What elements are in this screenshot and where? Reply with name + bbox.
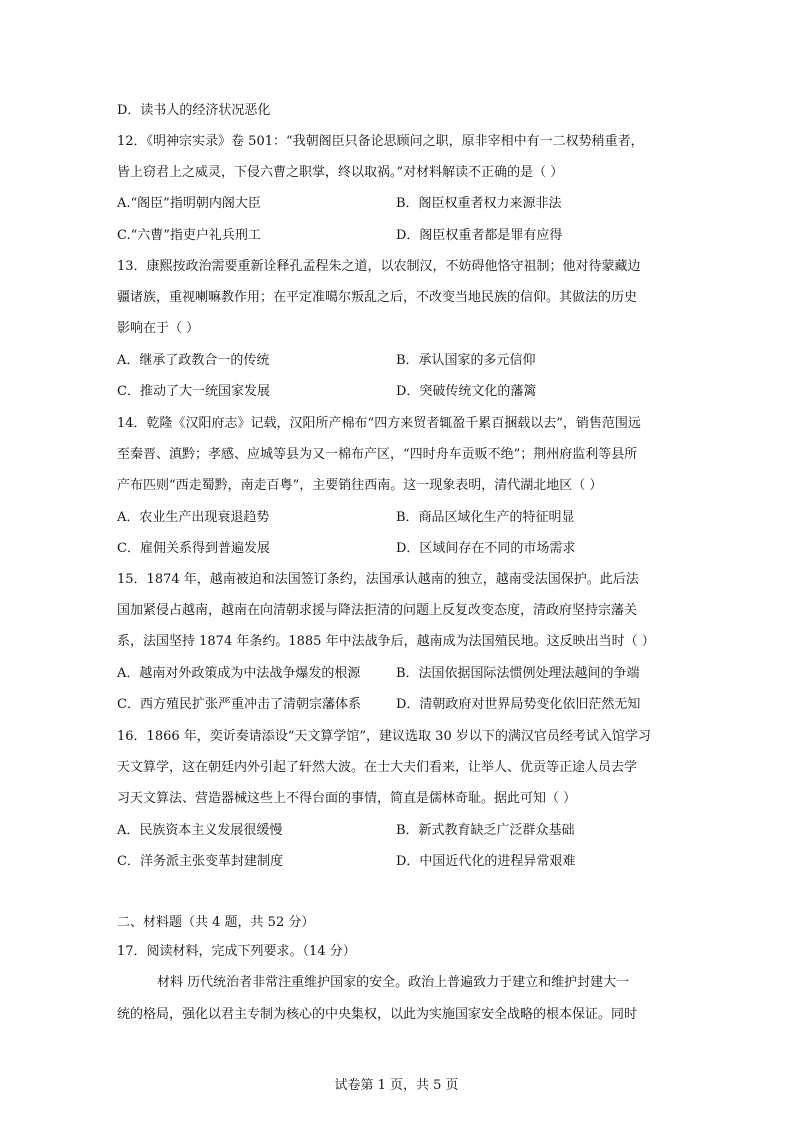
q14-option-c: C．雇佣关系得到普遍发展 (117, 541, 270, 556)
q12-stem-line: 12．《明神宗实录》卷 501：“我朝阁臣只备论思顾问之职，原非宰相中有一二权势稍重者， (117, 134, 644, 149)
q14-stem-line: 14．乾隆《汉阳府志》记载，汉阳所产棉布“四方来贸者辄盈千累百捆载以去”，销售范围远 (117, 416, 641, 431)
material-line: 统的格局，强化以君主专制为核心的中央集权，以此为实施国家安全战略的根本保证。同时 (117, 1007, 638, 1022)
q13-option-a: A．继承了政教合一的传统 (117, 353, 270, 368)
q15-option-c: C．西方殖民扩张严重冲击了清朝宗藩体系 (117, 697, 361, 712)
q15-stem-line: 国加紧侵占越南，越南在向清朝求援与降法拒清的问题上反复改变态度，清政府坚持宗藩关 (117, 603, 638, 618)
q12-option-a: A.“阁臣”指明朝内阁大臣 (117, 196, 261, 211)
q15-stem-line: 15．1874 年，越南被迫和法国签订条约，法国承认越南的独立，越南受法国保护。此后法 (117, 572, 639, 587)
q13-stem-line: 疆诸族，重视喇嘛教作用；在平定准噶尔叛乱之后，不改变当地民族的信仰。其做法的历史 (117, 290, 638, 305)
q16-option-a: A．民族资本主义发展很缓慢 (117, 823, 283, 838)
q15-option-a: A．越南对外政策成为中法战争爆发的根源 (117, 666, 361, 681)
q16-option-d: D．中国近代化的进程异常艰难 (396, 854, 576, 869)
q16-option-c: C．洋务派主张变革封建制度 (117, 854, 283, 869)
material-line: 材料 历代统治者非常注重维护国家的安全。政治上普遍致力于建立和维护封建大一 (157, 975, 630, 990)
q13-option-c: C．推动了大一统国家发展 (117, 384, 270, 399)
q17-title: 17．阅读材料，完成下列要求。（14 分） (117, 944, 356, 959)
q13-stem-line: 13．康熙按政治需要重新诠释孔孟程朱之道，以农制汉，不妨碍他恪守祖制；他对待蒙藏边 (117, 259, 641, 274)
q12-option-b: B．阁臣权重者权力来源非法 (396, 196, 562, 211)
q13-option-d: D．突破传统文化的藩篱 (396, 384, 537, 399)
q15-option-b: B．法国依据国际法惯例处理法越间的争端 (396, 666, 640, 681)
q14-option-a: A．农业生产出现衰退趋势 (117, 510, 270, 525)
q13-option-b: B．承认国家的多元信仰 (396, 353, 536, 368)
q14-stem-line: 产布匹则“西走蜀黔，南走百粤”，主要销往西南。这一现象表明，清代湖北地区（ ） (117, 478, 603, 493)
q14-option-b: B．商品区域化生产的特征明显 (396, 510, 575, 525)
q14-option-d: D．区域间存在不同的市场需求 (396, 541, 576, 556)
page-footer: 试卷第 1 页，共 5 页 (334, 1078, 459, 1093)
q13-stem-line: 影响在于（ ） (117, 321, 200, 336)
q11-option-d: D．读书人的经济状况恶化 (117, 103, 271, 118)
q16-stem-line: 天文算学，这在朝廷内外引起了轩然大波。在士大夫们看来，让举人、优贡等正途人员去学 (117, 760, 638, 775)
q16-stem-line: 16．1866 年，奕䜣奏请添设“天文算学馆”，建议选取 30 岁以下的满汉官员经考试入馆学习 (117, 729, 651, 744)
section-heading: 二、材料题（共 4 题，共 52 分） (117, 915, 315, 930)
q15-stem-line: 系，法国坚持 1874 年条约。1885 年中法战争后，越南成为法国殖民地。这反映出当时（ ） (117, 634, 655, 649)
q12-stem-line: 皆上窃君上之威灵，下侵六曹之职掌，终以取祸。”对材料解读不正确的是（ ） (117, 165, 564, 180)
q16-stem-line: 习天文算法、营造器械这些上不得台面的事情，简直是儒林奇耻。据此可知（ ） (117, 791, 577, 806)
q12-option-c: C.“六曹”指吏户礼兵刑工 (117, 228, 261, 243)
q15-option-d: D．清朝政府对世界局势变化依旧茫然无知 (396, 697, 641, 712)
q14-stem-line: 至秦晋、滇黔；孝感、应城等县为又一棉布产区，“四时舟车贡贩不绝”；荆州府监利等县所 (117, 447, 638, 462)
q12-option-d: D．阁臣权重者都是罪有应得 (396, 228, 563, 243)
q16-option-b: B．新式教育缺乏广泛群众基础 (396, 823, 575, 838)
